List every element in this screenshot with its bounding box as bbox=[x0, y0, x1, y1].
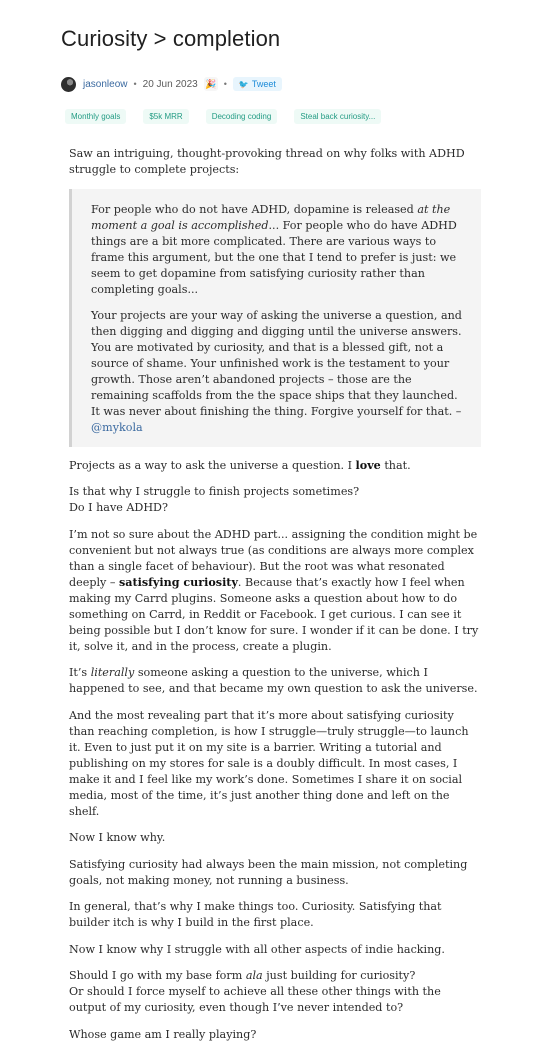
mention-link[interactable]: @mykola bbox=[91, 421, 143, 434]
tag-steal-back-curiosity[interactable]: Steal back curiosity... bbox=[294, 109, 381, 124]
paragraph: Is that why I struggle to finish projects sometimes? Do I have ADHD? bbox=[69, 485, 360, 514]
post-meta bbox=[61, 76, 282, 92]
paragraph: In general, that’s why I make things too. Curiosity. Satisfying that builder itch is why I build in the first place. bbox=[69, 900, 442, 929]
post-date: 20 Jun 2023 bbox=[142, 78, 198, 90]
paragraph: Satisfying curiosity had always been the main mission, not completing goals, not making money, not running a business. bbox=[69, 857, 468, 887]
paragraph: Now I know why I struggle with all other aspects of indie hacking. bbox=[69, 942, 445, 956]
blockquote bbox=[69, 189, 481, 448]
paragraph: It’s literally someone asking a question to the universe, which I happened to see, and that became my own question to ask the universe. bbox=[69, 666, 478, 695]
quote-paragraph: Your projects are your way of asking the universe a question, and then digging and digging and digging until the universe answers. You are motivated by curiosity, and that is a blessed gift, not a source of shame. Your unfinished work is the testament to your growth. Those aren’t abandoned projects – those are the remaining scaffolds from the the space ships that they launched. It was never about finishing the thing. Forgive yourself for that. – @mykola bbox=[91, 309, 462, 434]
meta-separator: • bbox=[223, 79, 227, 89]
tag-5k-mrr[interactable]: $5k MRR bbox=[143, 109, 188, 124]
post-title: Curiosity > completion bbox=[61, 26, 281, 51]
paragraph: Now I know why. bbox=[69, 831, 166, 844]
author-link[interactable]: jasonleow bbox=[83, 78, 128, 90]
paragraph: Saw an intriguing, thought-provoking thread on why folks with ADHD struggle to complete projects: bbox=[69, 147, 465, 176]
post-body bbox=[69, 146, 481, 1053]
paragraph: And the most revealing part that it’s more about satisfying curiosity than reaching completion, is how I struggle—truly struggle—to launch it. Even to just put it on my site is a barrier. Writing a tutorial and publishing on my stores for sale is a doubly difficult. In most cases, I make it and I feel like my work’s done. Sometimes I share it on social media, most of the time, it’s just another thing done and left on the shelf. bbox=[69, 708, 469, 818]
paragraph: I’m not so sure about the ADHD part... assigning the condition might be convenient but not always true (as conditions are always more complex than a single facet of behaviour). But the root was what resonated deeply – satisfying curiosity. Because that’s exactly how I feel when making my Carrd plugins. Someone asks a question about how to do something on Carrd, in Reddit or Facebook. I get curious. I can see it being possible but I don’t know for sure. I wonder if it can be done. I try it, solve it, and in the process, create a plugin. bbox=[69, 527, 479, 653]
author-avatar[interactable] bbox=[61, 77, 76, 92]
paragraph: Projects as a way to ask the universe a question. I love that. bbox=[69, 458, 411, 472]
tag-list bbox=[65, 109, 398, 124]
tweet-button-label: Tweet bbox=[251, 79, 276, 89]
meta-separator: • bbox=[133, 79, 137, 89]
tag-monthly-goals[interactable]: Monthly goals bbox=[65, 109, 126, 124]
quote-paragraph: For people who do not have ADHD, dopamine is released at the moment a goal is accomplished... For people who do have ADHD things are a bit more complicated. There are various ways to frame this argument, but the one that I tend to prefer is just: we seem to get dopamine from satisfying curiosity rather than completing goals... bbox=[91, 202, 457, 296]
tweet-button[interactable] bbox=[233, 77, 282, 91]
party-popper-icon[interactable]: 🎉 bbox=[205, 79, 217, 89]
paragraph: Whose game am I really playing? bbox=[69, 1027, 257, 1041]
paragraph: Should I go with my base form ala just building for curiosity? Or should I force myself to achieve all these other things with the output of my curiosity, even though I’ve never intended to? bbox=[69, 969, 441, 1014]
twitter-bird-icon: 🐦 bbox=[238, 79, 249, 89]
tag-decoding-coding[interactable]: Decoding coding bbox=[206, 109, 278, 124]
